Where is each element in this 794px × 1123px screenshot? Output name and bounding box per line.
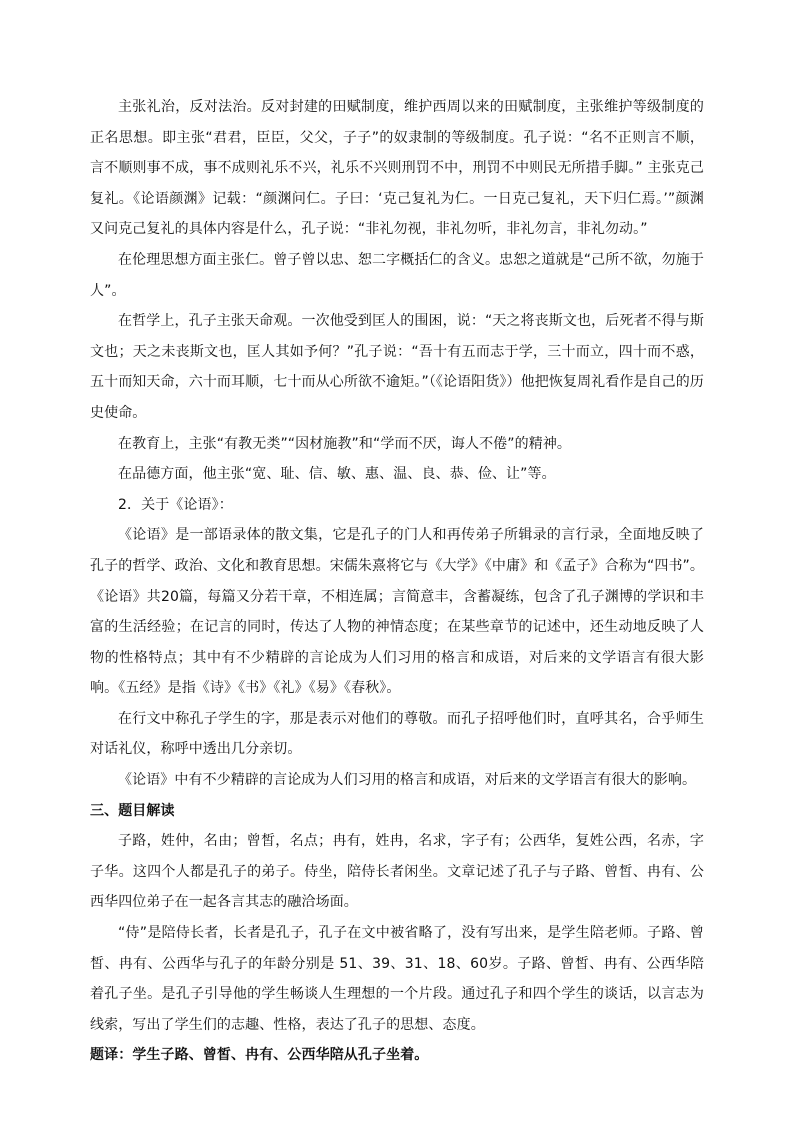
paragraph-attending-meaning: “侍”是陪侍长者，长者是孔子，孔子在文中被省略了，没有写出来，是学生陪老师。子路、曾皙、冉有、公西华与孔子的年龄分别是 51、39、31、18、60岁。子路、曾皙、冉有、公西华陪着孔子坐。是孔子引导他的学生畅谈人生理想的一个片段。通过孔子和四个学生的谈话，以言志为线索，写出了学生们的志趣、性格，表达了孔子的思想、态度。	[90, 925, 704, 1033]
paragraph-ethics-ren: 在伦理思想方面主张仁。曾子曾以忠、恕二字概括仁的含义。忠恕之道就是“己所不欲，勿施于人”。	[90, 251, 704, 299]
paragraph-rites-governance: 主张礼治，反对法治。反对封建的田赋制度，维护西周以来的田赋制度，主张维护等级制度的正名思想。即主张“君君，臣臣，父父，子子”的奴隶制的等级制度。孔子说：“名不正则言不顺，言不顺则事不成，事不成则礼乐不兴，礼乐不兴则刑罚不中，刑罚不中则民无所措手脚。” 主张克己复礼。《论语颜渊》记载：“颜渊问仁。子曰：‘克己复礼为仁。一日克己复礼，天下归仁焉。’”颜渊又问克己复礼的具体内容是什么，孔子说：“非礼勿视，非礼勿听，非礼勿言，非礼勿动。”	[90, 99, 704, 238]
document-body	[90, 92, 704, 1071]
paragraph-naming-courtesy: 在行文中称孔子学生的字，那是表示对他们的尊敬。而孔子招呼他们时，直呼其名，合乎师生对话礼仪，称呼中透出几分亲切。	[90, 710, 704, 758]
section-heading-title-interpretation: 三、题目解读	[90, 802, 175, 819]
title-translation-label: 题译：	[90, 1047, 133, 1064]
paragraph-analects-influence: 《论语》中有不少精辟的言论成为人们习用的格言和成语，对后来的文学语言有很大的影响。	[118, 772, 697, 789]
paragraph-disciples-intro: 子路，姓仲，名由；曾皙，名点；冉有，姓冉，名求，字子有；公西华，复姓公西，名赤，字子华。这四个人都是孔子的弟子。侍坐，陪侍长者闲坐。文章记述了孔子与子路、曾皙、冉有、公西华四位弟子在一起各言其志的融洽场面。	[90, 833, 704, 911]
paragraph-education: 在教育上，主张“有教无类”“因材施教”和“学而不厌，诲人不倦”的精神。	[118, 435, 572, 452]
title-translation	[90, 1040, 704, 1071]
paragraph-analects-overview: 《论语》是一部语录体的散文集，它是孔子的门人和再传弟子所辑录的言行录，全面地反映了孔子的哲学、政治、文化和教育思想。宋儒朱熹将它与《大学》《中庸》和《孟子》合称为“四书”。《论语》共20篇，每篇又分若干章，不相连属；言简意丰，含蓄凝练，包含了孔子渊博的学识和丰富的生活经验；在记言的同时，传达了人物的神情态度；在某些章节的记述中，还生动地反映了人物的性格特点；其中有不少精辟的言论成为人们习用的格言和成语，对后来的文学语言有很大影响。《五经》是指《诗》《书》《礼》《易》《春秋》。	[90, 527, 705, 697]
title-translation-text: 学生子路、曾皙、冉有、公西华陪从孔子坐着。	[132, 1047, 429, 1064]
paragraph-philosophy-fate: 在哲学上，孔子主张天命观。一次他受到匡人的围困，说：“天之将丧斯文也，后死者不得与斯文也；天之未丧斯文也，匡人其如予何？”孔子说：“吾十有五而志于学，三十而立，四十而不惑，五十而知天命，六十而耳顺，七十而从心所欲不逾矩。”（《论语阳货》）他把恢复周礼看作是自己的历史使命。	[90, 313, 704, 421]
paragraph-virtues: 在品德方面，他主张“宽、耻、信、敏、惠、温、良、恭、俭、让”等。	[118, 466, 556, 483]
subheading-about-analects: 2．关于《论语》：	[118, 496, 233, 513]
